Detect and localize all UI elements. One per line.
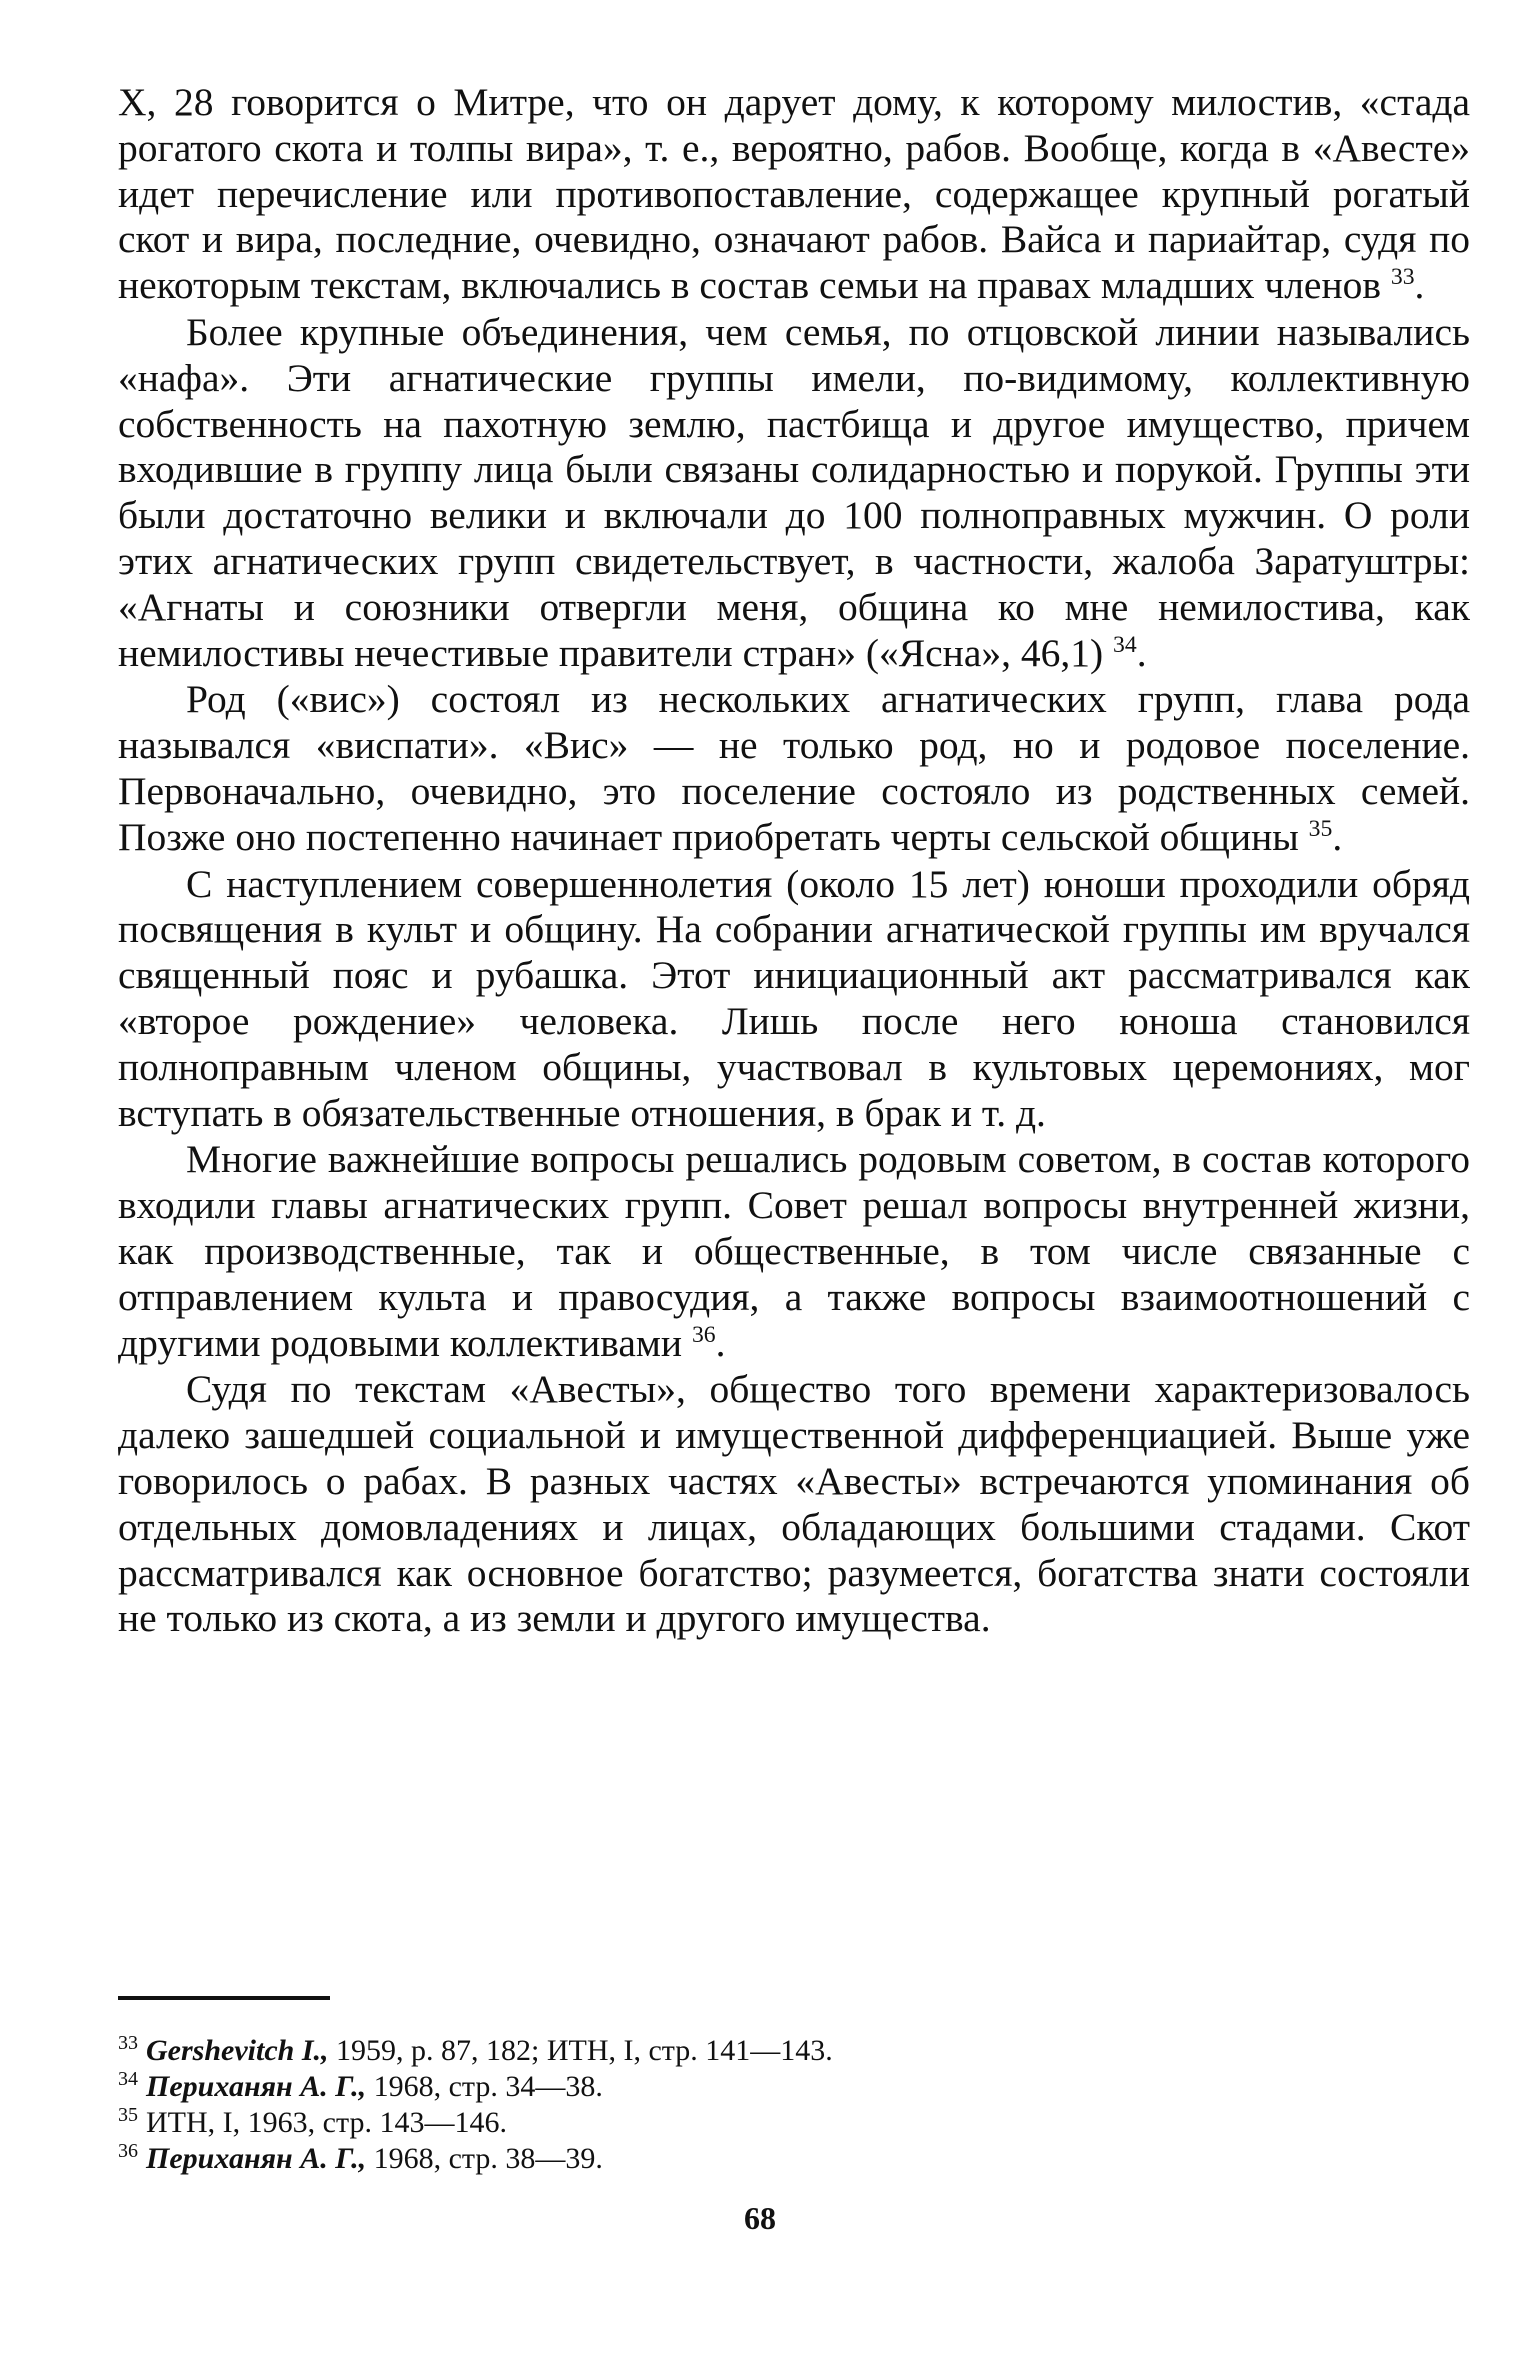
paragraph-text: Род («вис») состоял из нескольких агнатических групп, глава рода назывался «виспати». «Вис» — не только род, но и родовое поселение. Первоначально, очевидно, это поселение состояло из родственных семей. Позже оно постепенно начинает приобретать черты сельской общины — [118, 677, 1470, 859]
footnote-author: Gershevitch I., — [146, 2034, 329, 2067]
footnote-author: Периханян А. Г., — [146, 2142, 367, 2175]
paragraph-6 — [118, 1367, 1470, 1642]
footnote-divider — [118, 1996, 330, 2000]
footnote-34 — [118, 2070, 1418, 2104]
footnote-text: 1968, стр. 38—39. — [366, 2142, 603, 2175]
footnote-number: 33 — [118, 2032, 138, 2054]
footnote-36 — [118, 2142, 1418, 2176]
footnote-ref: 36 — [691, 1321, 716, 1348]
paragraph-tail: . — [1332, 814, 1343, 859]
paragraph-tail: . — [1136, 630, 1147, 675]
footnote-35 — [118, 2106, 1418, 2140]
paragraph-tail: . — [1414, 263, 1425, 308]
paragraph-3 — [118, 677, 1470, 860]
footnote-number: 34 — [118, 2068, 138, 2090]
footnotes — [118, 2034, 1418, 2178]
paragraph-tail: . — [715, 1320, 726, 1365]
paragraph-text: Более крупные объединения, чем семья, по отцовской линии назывались «нафа». Эти агнатические группы имели, по-видимому, коллективную собственность на пахотную землю, пастбища и другое имущество, причем входившие в группу лица были связаны солидарностью и порукой. Группы эти были достаточно велики и включали до 100 полноправных мужчин. О роли этих агнатических групп свидетельствует, в частности, жалоба Заратуштры: «Агнаты и союзники отвергли меня, община ко мне немилостива, как немилостивы нечестивые правители стран» («Ясна», 46,1) — [118, 309, 1470, 675]
paragraph-5 — [118, 1137, 1470, 1366]
paragraph-1 — [118, 80, 1470, 309]
footnote-33 — [118, 2034, 1418, 2068]
footnote-ref: 33 — [1390, 264, 1415, 291]
paragraph-text: Судя по текстам «Авесты», общество того времени характеризовалось далеко зашедшей социальной и имущественной дифференциацией. Выше уже говорилось о рабах. В разных частях «Авесты» встречаются упоминания об отдельных домовладениях и лицах, обладающих большими стадами. Скот рассматривался как основное богатство; разумеется, богатства знати состояли не только из скота, а из земли и другого имущества. — [118, 1367, 1470, 1641]
footnote-text: ИТН, I, 1963, стр. 143—146. — [146, 2106, 507, 2139]
footnote-author: Периханян А. Г., — [146, 2070, 367, 2103]
footnote-text: 1968, стр. 34—38. — [366, 2070, 603, 2103]
paragraph-4 — [118, 862, 1470, 1137]
page-number: 68 — [744, 2200, 776, 2236]
paragraph-text: С наступлением совершеннолетия (около 15 лет) юноши проходили обряд посвящения в культ и общину. На собрании агнатической группы им вручался священный пояс и рубашка. Этот инициационный акт рассматривался как «второе рождение» человека. Лишь после него юноша становился полноправным членом общины, участвовал в культовых церемониях, мог вступать в обязательственные отношения, в брак и т. д. — [118, 861, 1470, 1135]
paragraph-2 — [118, 310, 1470, 676]
footnote-number: 35 — [118, 2104, 138, 2126]
footnote-number: 36 — [118, 2140, 138, 2162]
paragraph-text: Многие важнейшие вопросы решались родовым советом, в состав которого входили главы агнатических групп. Совет решал вопросы внутренней жизни, как производственные, так и общественные, в том числе связанные с отправлением культа и правосудия, а также вопросы взаимоотношений с другими родовыми коллективами — [118, 1137, 1470, 1365]
footnote-text: 1959, p. 87, 182; ИТН, I, стр. 141—143. — [328, 2034, 833, 2067]
footnote-ref: 35 — [1308, 815, 1333, 842]
paragraph-text: X, 28 говорится о Митре, что он дарует дому, к которому милостив, «стада рогатого скота и толпы вира», т. е., вероятно, рабов. Вообще, когда в «Авесте» идет перечисление или противопоставление, содержащее крупный рогатый скот и вира, последние, очевидно, означают рабов. Вайса и париайтар, судя по некоторым текстам, включались в состав семьи на правах младших членов — [118, 80, 1470, 308]
footnote-ref: 34 — [1113, 631, 1137, 658]
body-text — [118, 80, 1470, 1642]
